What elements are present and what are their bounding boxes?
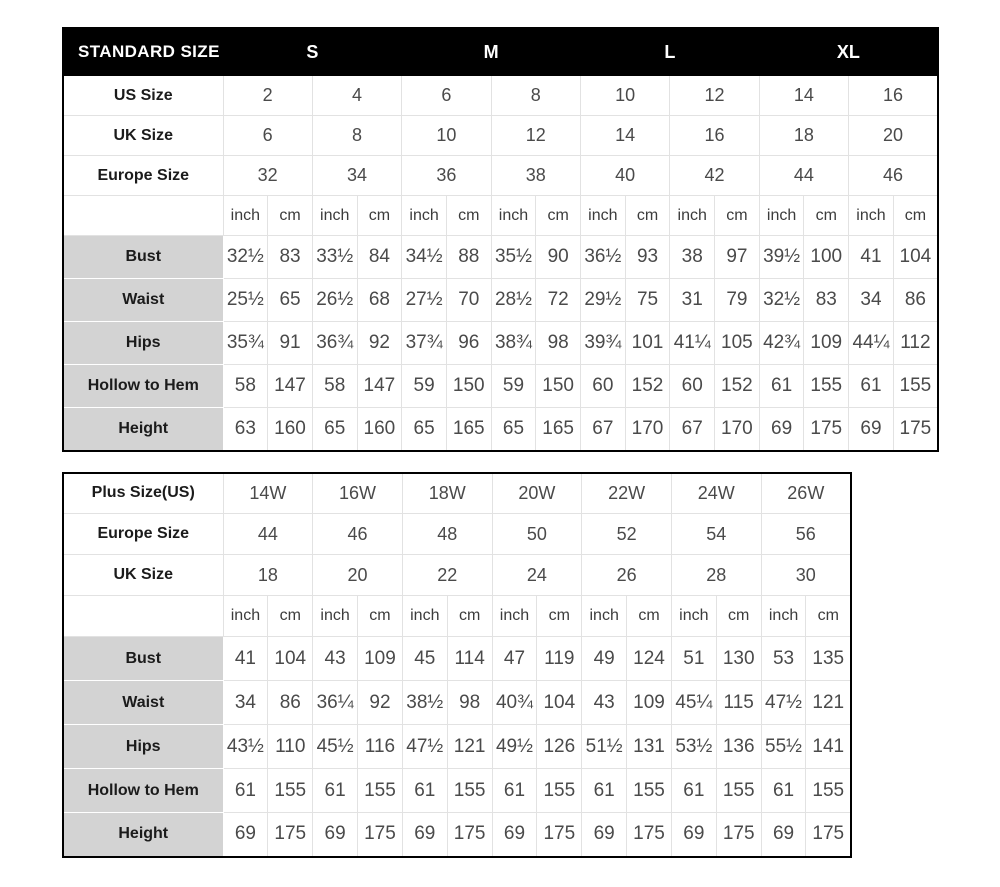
inch-value: 69 <box>849 408 894 451</box>
measure-row-height <box>63 408 938 451</box>
unit-row <box>63 596 851 637</box>
size-value: 18 <box>759 116 848 156</box>
cm-value: 96 <box>446 322 491 365</box>
size-value: 14 <box>581 116 670 156</box>
cm-value: 79 <box>715 279 760 322</box>
inch-value: 40¾ <box>492 681 537 725</box>
cm-value: 155 <box>447 769 492 813</box>
size-value: 34 <box>312 156 401 196</box>
unit-cm-label: cm <box>627 596 672 637</box>
inch-value: 69 <box>223 813 268 857</box>
unit-cm-label: cm <box>268 196 313 236</box>
empty-corner-cell <box>63 196 223 236</box>
size-value: 8 <box>312 116 401 156</box>
unit-inch-label: inch <box>223 596 268 637</box>
inch-value: 61 <box>761 769 806 813</box>
row-label: UK Size <box>63 555 223 596</box>
plus-size-table <box>62 472 852 858</box>
cm-value: 91 <box>268 322 313 365</box>
cm-value: 147 <box>357 365 402 408</box>
inch-value: 32½ <box>223 236 268 279</box>
cm-value: 116 <box>358 725 403 769</box>
inch-value: 53 <box>761 637 806 681</box>
unit-inch-label: inch <box>670 196 715 236</box>
unit-inch-label: inch <box>402 196 447 236</box>
cm-value: 131 <box>627 725 672 769</box>
cm-value: 121 <box>806 681 851 725</box>
size-value: 46 <box>313 514 403 555</box>
cm-value: 98 <box>447 681 492 725</box>
inch-value: 69 <box>402 813 447 857</box>
inch-value: 47 <box>492 637 537 681</box>
cm-value: 175 <box>627 813 672 857</box>
cm-value: 68 <box>357 279 402 322</box>
measure-label: Height <box>63 408 223 451</box>
size-group-s: S <box>223 28 402 76</box>
cm-value: 104 <box>268 637 313 681</box>
inch-value: 43 <box>313 637 358 681</box>
inch-value: 47½ <box>402 725 447 769</box>
cm-value: 175 <box>893 408 938 451</box>
inch-value: 45½ <box>313 725 358 769</box>
cm-value: 104 <box>893 236 938 279</box>
size-value: 32 <box>223 156 312 196</box>
inch-value: 36¼ <box>313 681 358 725</box>
inch-value: 67 <box>670 408 715 451</box>
inch-value: 39½ <box>759 236 804 279</box>
size-value: 48 <box>402 514 492 555</box>
inch-value: 65 <box>491 408 536 451</box>
unit-cm-label: cm <box>536 196 581 236</box>
cm-value: 175 <box>804 408 849 451</box>
inch-value: 61 <box>671 769 716 813</box>
size-row-2 <box>63 156 938 196</box>
cm-value: 114 <box>447 637 492 681</box>
inch-value: 37¾ <box>402 322 447 365</box>
cm-value: 86 <box>893 279 938 322</box>
inch-value: 43½ <box>223 725 268 769</box>
size-row-1 <box>63 116 938 156</box>
cm-value: 175 <box>268 813 313 857</box>
size-value: 46 <box>849 156 938 196</box>
cm-value: 165 <box>446 408 491 451</box>
measure-row-hips <box>63 725 851 769</box>
inch-value: 41 <box>849 236 894 279</box>
measure-row-height <box>63 813 851 857</box>
cm-value: 121 <box>447 725 492 769</box>
size-value: 52 <box>582 514 672 555</box>
size-value: 54 <box>671 514 761 555</box>
size-value: 42 <box>670 156 759 196</box>
size-value: 40 <box>581 156 670 196</box>
unit-cm-label: cm <box>806 596 851 637</box>
inch-value: 59 <box>491 365 536 408</box>
inch-value: 67 <box>581 408 626 451</box>
size-row-1 <box>63 514 851 555</box>
unit-inch-label: inch <box>402 596 447 637</box>
size-value: 14 <box>759 76 848 116</box>
cm-value: 155 <box>537 769 582 813</box>
inch-value: 69 <box>671 813 716 857</box>
cm-value: 70 <box>446 279 491 322</box>
unit-row <box>63 196 938 236</box>
size-value: 50 <box>492 514 582 555</box>
unit-inch-label: inch <box>223 196 268 236</box>
size-row-2 <box>63 555 851 596</box>
unit-inch-label: inch <box>581 196 626 236</box>
measure-row-waist <box>63 279 938 322</box>
size-value: 2 <box>223 76 312 116</box>
size-value: 56 <box>761 514 851 555</box>
row-label: Europe Size <box>63 514 223 555</box>
unit-inch-label: inch <box>849 196 894 236</box>
inch-value: 28½ <box>491 279 536 322</box>
unit-cm-label: cm <box>537 596 582 637</box>
cm-value: 155 <box>893 365 938 408</box>
inch-value: 61 <box>492 769 537 813</box>
inch-value: 58 <box>312 365 357 408</box>
measure-row-hollow-to-hem <box>63 365 938 408</box>
cm-value: 110 <box>268 725 313 769</box>
inch-value: 44¼ <box>849 322 894 365</box>
cm-value: 112 <box>893 322 938 365</box>
inch-value: 69 <box>582 813 627 857</box>
inch-value: 65 <box>402 408 447 451</box>
inch-value: 69 <box>313 813 358 857</box>
measure-label: Waist <box>63 681 223 725</box>
row-label: Plus Size(US) <box>63 473 223 514</box>
unit-inch-label: inch <box>313 596 358 637</box>
unit-cm-label: cm <box>268 596 313 637</box>
size-value: 14W <box>223 473 313 514</box>
inch-value: 59 <box>402 365 447 408</box>
size-value: 30 <box>761 555 851 596</box>
unit-cm-label: cm <box>446 196 491 236</box>
inch-value: 36¾ <box>312 322 357 365</box>
inch-value: 34 <box>223 681 268 725</box>
inch-value: 35½ <box>491 236 536 279</box>
inch-value: 38¾ <box>491 322 536 365</box>
cm-value: 155 <box>627 769 672 813</box>
table-banner-row <box>63 28 938 76</box>
inch-value: 36½ <box>581 236 626 279</box>
unit-inch-label: inch <box>491 196 536 236</box>
size-value: 38 <box>491 156 580 196</box>
inch-value: 60 <box>670 365 715 408</box>
size-value: 16W <box>313 473 403 514</box>
cm-value: 109 <box>804 322 849 365</box>
unit-inch-label: inch <box>671 596 716 637</box>
empty-corner-cell <box>63 596 223 637</box>
inch-value: 31 <box>670 279 715 322</box>
inch-value: 69 <box>759 408 804 451</box>
unit-cm-label: cm <box>804 196 849 236</box>
unit-cm-label: cm <box>357 196 402 236</box>
unit-inch-label: inch <box>761 596 806 637</box>
measure-label: Height <box>63 813 223 857</box>
size-value: 20 <box>849 116 938 156</box>
inch-value: 69 <box>492 813 537 857</box>
measure-label: Bust <box>63 236 223 279</box>
cm-value: 84 <box>357 236 402 279</box>
size-row-0 <box>63 76 938 116</box>
measure-label: Bust <box>63 637 223 681</box>
measure-label: Hips <box>63 322 223 365</box>
cm-value: 75 <box>625 279 670 322</box>
cm-value: 72 <box>536 279 581 322</box>
measure-label: Hollow to Hem <box>63 365 223 408</box>
row-label: UK Size <box>63 116 223 156</box>
size-value: 18W <box>402 473 492 514</box>
cm-value: 109 <box>358 637 403 681</box>
unit-inch-label: inch <box>582 596 627 637</box>
size-value: 44 <box>759 156 848 196</box>
inch-value: 38 <box>670 236 715 279</box>
inch-value: 63 <box>223 408 268 451</box>
cm-value: 155 <box>716 769 761 813</box>
cm-value: 150 <box>446 365 491 408</box>
cm-value: 105 <box>715 322 760 365</box>
cm-value: 155 <box>804 365 849 408</box>
inch-value: 51 <box>671 637 716 681</box>
size-group-m: M <box>402 28 581 76</box>
inch-value: 26½ <box>312 279 357 322</box>
inch-value: 61 <box>223 769 268 813</box>
inch-value: 41¼ <box>670 322 715 365</box>
size-value: 20W <box>492 473 582 514</box>
cm-value: 97 <box>715 236 760 279</box>
inch-value: 65 <box>312 408 357 451</box>
unit-inch-label: inch <box>492 596 537 637</box>
size-value: 10 <box>402 116 491 156</box>
inch-value: 38½ <box>402 681 447 725</box>
cm-value: 92 <box>357 322 402 365</box>
cm-value: 152 <box>715 365 760 408</box>
cm-value: 160 <box>268 408 313 451</box>
inch-value: 43 <box>582 681 627 725</box>
inch-value: 61 <box>402 769 447 813</box>
cm-value: 98 <box>536 322 581 365</box>
cm-value: 115 <box>716 681 761 725</box>
inch-value: 33½ <box>312 236 357 279</box>
inch-value: 51½ <box>582 725 627 769</box>
measure-row-bust <box>63 236 938 279</box>
size-value: 12 <box>670 76 759 116</box>
cm-value: 175 <box>537 813 582 857</box>
size-value: 10 <box>581 76 670 116</box>
cm-value: 165 <box>536 408 581 451</box>
cm-value: 155 <box>358 769 403 813</box>
cm-value: 170 <box>715 408 760 451</box>
size-group-l: L <box>581 28 760 76</box>
standard-size-table <box>62 27 939 452</box>
measure-row-hollow-to-hem <box>63 769 851 813</box>
cm-value: 88 <box>446 236 491 279</box>
cm-value: 83 <box>804 279 849 322</box>
measure-row-hips <box>63 322 938 365</box>
cm-value: 175 <box>716 813 761 857</box>
cm-value: 150 <box>536 365 581 408</box>
inch-value: 32½ <box>759 279 804 322</box>
inch-value: 45 <box>402 637 447 681</box>
cm-value: 152 <box>625 365 670 408</box>
inch-value: 41 <box>223 637 268 681</box>
cm-value: 175 <box>447 813 492 857</box>
unit-inch-label: inch <box>312 196 357 236</box>
inch-value: 61 <box>849 365 894 408</box>
inch-value: 45¼ <box>671 681 716 725</box>
inch-value: 29½ <box>581 279 626 322</box>
inch-value: 27½ <box>402 279 447 322</box>
size-value: 8 <box>491 76 580 116</box>
cm-value: 141 <box>806 725 851 769</box>
cm-value: 147 <box>268 365 313 408</box>
inch-value: 35¾ <box>223 322 268 365</box>
row-label: Europe Size <box>63 156 223 196</box>
inch-value: 34 <box>849 279 894 322</box>
unit-inch-label: inch <box>759 196 804 236</box>
cm-value: 160 <box>357 408 402 451</box>
unit-cm-label: cm <box>358 596 403 637</box>
cm-value: 155 <box>268 769 313 813</box>
cm-value: 155 <box>806 769 851 813</box>
inch-value: 53½ <box>671 725 716 769</box>
unit-cm-label: cm <box>715 196 760 236</box>
cm-value: 109 <box>627 681 672 725</box>
measure-label: Hips <box>63 725 223 769</box>
inch-value: 25½ <box>223 279 268 322</box>
unit-cm-label: cm <box>625 196 670 236</box>
size-value: 28 <box>671 555 761 596</box>
measure-label: Waist <box>63 279 223 322</box>
cm-value: 90 <box>536 236 581 279</box>
cm-value: 175 <box>358 813 403 857</box>
size-value: 20 <box>313 555 403 596</box>
size-value: 22W <box>582 473 672 514</box>
row-label: US Size <box>63 76 223 116</box>
inch-value: 61 <box>582 769 627 813</box>
cm-value: 65 <box>268 279 313 322</box>
unit-cm-label: cm <box>893 196 938 236</box>
inch-value: 69 <box>761 813 806 857</box>
size-value: 36 <box>402 156 491 196</box>
size-value: 24 <box>492 555 582 596</box>
inch-value: 61 <box>759 365 804 408</box>
inch-value: 42¾ <box>759 322 804 365</box>
size-value: 26W <box>761 473 851 514</box>
size-value: 26 <box>582 555 672 596</box>
cm-value: 83 <box>268 236 313 279</box>
size-row-0 <box>63 473 851 514</box>
cm-value: 92 <box>358 681 403 725</box>
size-value: 4 <box>312 76 401 116</box>
cm-value: 93 <box>625 236 670 279</box>
table-title: STANDARD SIZE <box>63 28 223 76</box>
inch-value: 47½ <box>761 681 806 725</box>
inch-value: 60 <box>581 365 626 408</box>
cm-value: 124 <box>627 637 672 681</box>
cm-value: 119 <box>537 637 582 681</box>
inch-value: 39¾ <box>581 322 626 365</box>
size-value: 12 <box>491 116 580 156</box>
size-value: 6 <box>223 116 312 156</box>
inch-value: 49 <box>582 637 627 681</box>
size-value: 18 <box>223 555 313 596</box>
unit-cm-label: cm <box>447 596 492 637</box>
cm-value: 101 <box>625 322 670 365</box>
cm-value: 104 <box>537 681 582 725</box>
inch-value: 61 <box>313 769 358 813</box>
measure-row-bust <box>63 637 851 681</box>
size-value: 22 <box>402 555 492 596</box>
cm-value: 100 <box>804 236 849 279</box>
size-group-xl: XL <box>759 28 938 76</box>
inch-value: 55½ <box>761 725 806 769</box>
cm-value: 86 <box>268 681 313 725</box>
size-value: 24W <box>671 473 761 514</box>
cm-value: 175 <box>806 813 851 857</box>
unit-cm-label: cm <box>716 596 761 637</box>
cm-value: 170 <box>625 408 670 451</box>
inch-value: 34½ <box>402 236 447 279</box>
measure-label: Hollow to Hem <box>63 769 223 813</box>
size-value: 16 <box>849 76 938 116</box>
cm-value: 135 <box>806 637 851 681</box>
inch-value: 58 <box>223 365 268 408</box>
cm-value: 126 <box>537 725 582 769</box>
size-value: 6 <box>402 76 491 116</box>
cm-value: 136 <box>716 725 761 769</box>
cm-value: 130 <box>716 637 761 681</box>
size-value: 44 <box>223 514 313 555</box>
measure-row-waist <box>63 681 851 725</box>
size-value: 16 <box>670 116 759 156</box>
inch-value: 49½ <box>492 725 537 769</box>
